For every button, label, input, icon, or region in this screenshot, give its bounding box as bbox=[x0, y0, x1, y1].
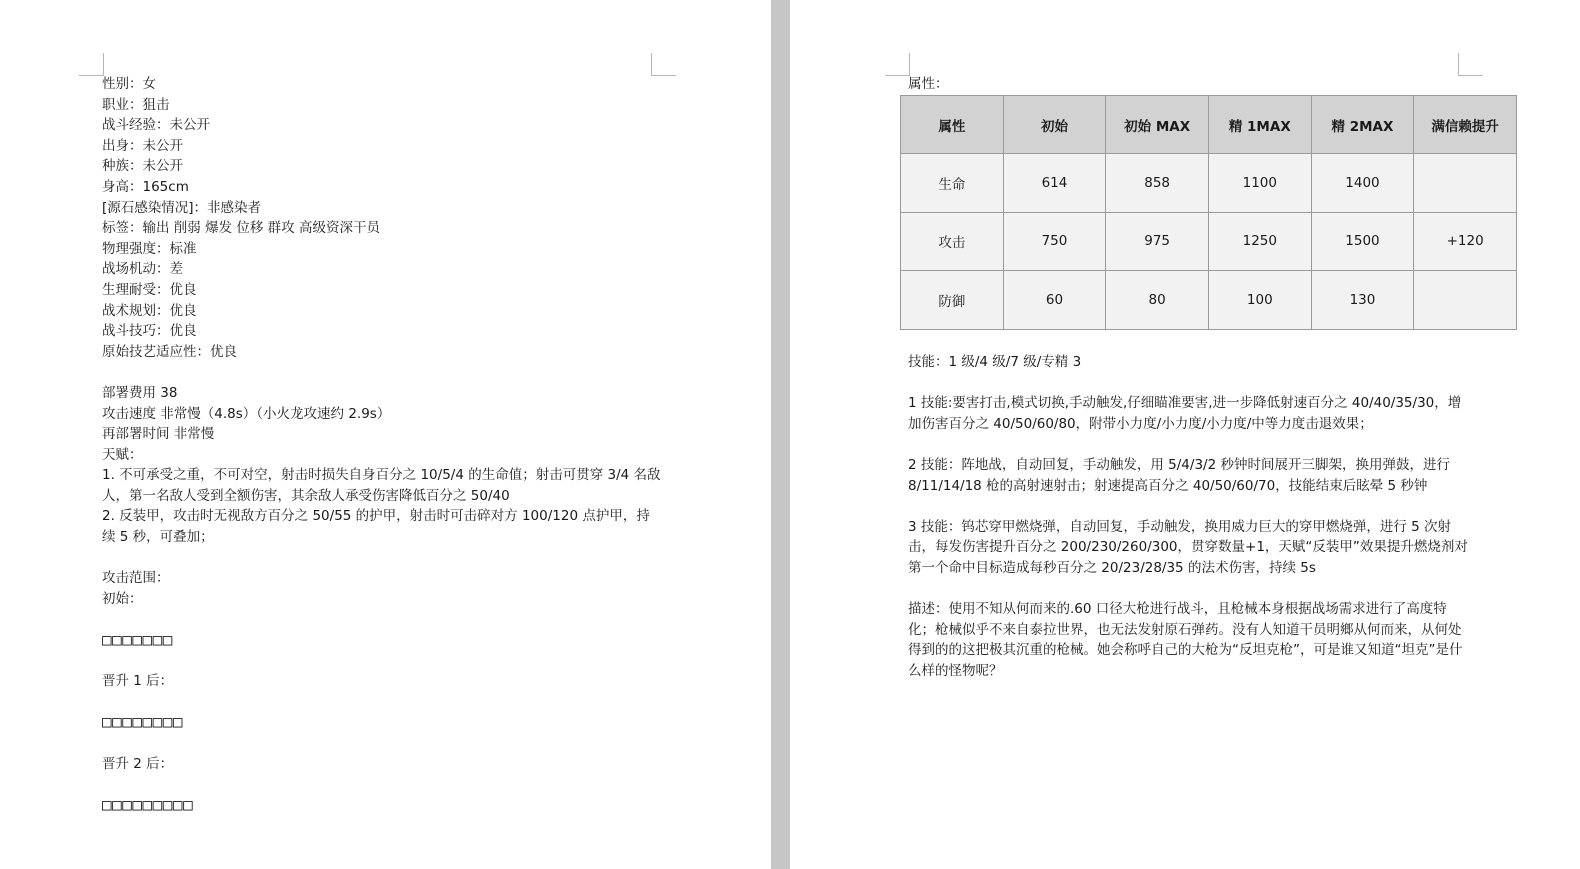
table-cell: 80 bbox=[1106, 271, 1209, 330]
profile-line: 性别：女 bbox=[102, 76, 156, 92]
talent-label: 天赋： bbox=[102, 446, 143, 463]
profile-line: 战场机动：差 bbox=[102, 261, 183, 278]
skill-3: 3 技能：钨芯穿甲燃烧弹，自动回复，手动触发，换用威力巨大的穿甲燃烧弹，进行 5 次射击，每发伤害提升百分之 200/230/260/300，贯穿数量+1，天赋“反装甲”效果提升燃烧剂对第一个命中目标造成每秒百分之 20/23/28/35 的法术伤害，持续 5s bbox=[908, 518, 1468, 576]
table-header-cell: 初始 bbox=[1003, 96, 1106, 154]
deploy-cost: 部署费用 38 bbox=[102, 384, 178, 401]
profile-line: 战术规划：优良 bbox=[102, 302, 197, 319]
table-cell: 1250 bbox=[1208, 212, 1311, 271]
corner-mark-top-left bbox=[885, 53, 910, 76]
profile-line: 生理耐受：优良 bbox=[102, 281, 197, 298]
left-page-body bbox=[102, 74, 662, 815]
profile-line: 职业：狙击 bbox=[102, 96, 170, 113]
table-cell: 攻击 bbox=[901, 212, 1004, 271]
table-row bbox=[901, 154, 1517, 213]
description: 描述：使用不知从何而来的.60 口径大枪进行战斗，且枪械本身根据战场需求进行了高度特化；枪械似乎不来自泰拉世界，也无法发射原石弹药。没有人知道干员明鄉从何而来，从何处得到的的这把极其沉重的枪械。她会称呼自己的大枪为“反坦克枪”，可是谁又知道“坦克”是什么样的怪物呢？ bbox=[908, 601, 1463, 679]
table-cell: 750 bbox=[1003, 212, 1106, 271]
table-row bbox=[901, 271, 1517, 330]
range-e2-label: 晋升 2 后： bbox=[102, 755, 174, 772]
profile-line: 物理强度：标准 bbox=[102, 240, 197, 257]
profile-line: [源石感染情况]：非感染者 bbox=[102, 199, 262, 216]
table-cell: 858 bbox=[1106, 154, 1209, 213]
range-initial-label: 初始： bbox=[102, 590, 143, 607]
profile-line: 战斗技巧：优良 bbox=[102, 323, 197, 340]
range-e1-label: 晋升 1 后： bbox=[102, 673, 174, 690]
table-cell: 防御 bbox=[901, 271, 1004, 330]
corner-mark-top-right bbox=[1458, 53, 1483, 76]
table-cell: 1400 bbox=[1311, 154, 1414, 213]
table-header-row bbox=[901, 96, 1517, 154]
profile-line: 出身：未公开 bbox=[102, 137, 183, 154]
table-cell bbox=[1414, 154, 1517, 213]
table-cell: 1100 bbox=[1208, 154, 1311, 213]
attr-label: 属性： bbox=[908, 76, 949, 92]
range-initial-grid: □□□□□□□ bbox=[102, 630, 173, 650]
corner-mark-top-left bbox=[79, 53, 104, 76]
profile-line: 身高：165cm bbox=[102, 178, 189, 195]
redeploy-time: 再部署时间 非常慢 bbox=[102, 426, 215, 443]
talent-2: 2. 反装甲，攻击时无视敌方百分之 50/55 的护甲，射击时可击碎对方 100/120 点护甲，持续 5 秒，可叠加； bbox=[102, 508, 650, 546]
profile-line: 战斗经验：未公开 bbox=[102, 117, 210, 134]
page-gutter bbox=[771, 0, 790, 869]
corner-mark-top-right bbox=[651, 53, 676, 76]
skill-levels: 技能：1 级/4 级/7 级/专精 3 bbox=[908, 354, 1082, 370]
right-page-body bbox=[908, 352, 1470, 682]
table-cell: 1500 bbox=[1311, 212, 1414, 271]
table-cell: 614 bbox=[1003, 154, 1106, 213]
talent-1: 1. 不可承受之重，不可对空，射击时损失自身百分之 10/5/4 的生命值；射击可贯穿 3/4 名敌人，第一名敌人受到全额伤害，其余敌人承受伤害降低百分之 50/40 bbox=[102, 467, 661, 504]
attack-speed: 攻击速度 非常慢（4.8s）（小火龙攻速约 2.9s） bbox=[102, 405, 391, 422]
range-e1-grid: □□□□□□□□ bbox=[102, 712, 184, 732]
profile-line: 标签：输出 削弱 爆发 位移 群攻 高级资深干员 bbox=[102, 220, 380, 237]
right-page-header bbox=[908, 74, 1468, 95]
table-cell: 60 bbox=[1003, 271, 1106, 330]
table-cell: 130 bbox=[1311, 271, 1414, 330]
skill-1: 1 技能:要害打击,模式切换,手动触发,仔细瞄准要害,进一步降低射速百分之 40/40/35/30，增加伤害百分之 40/50/60/80，附带小力度/小力度/小力度/中等力度击退效果； bbox=[908, 395, 1462, 432]
profile-line: 种族：未公开 bbox=[102, 158, 183, 175]
table-header-cell: 初始 MAX bbox=[1106, 96, 1209, 154]
table-row bbox=[901, 212, 1517, 271]
table-cell bbox=[1414, 271, 1517, 330]
skill-2: 2 技能：阵地战，自动回复，手动触发，用 5/4/3/2 秒钟时间展开三脚架，换用弹鼓，进行 8/11/14/18 枪的高射速射击；射速提高百分之 40/50/60/70，技能结束后眩晕 5 秒钟 bbox=[908, 456, 1450, 494]
attribute-table bbox=[900, 95, 1517, 330]
table-header-cell: 精 1MAX bbox=[1208, 96, 1311, 154]
table-cell: +120 bbox=[1414, 212, 1517, 271]
range-e2-grid: □□□□□□□□□ bbox=[102, 794, 194, 814]
table-header-cell: 满信赖提升 bbox=[1414, 96, 1517, 154]
profile-line: 原始技艺适应性：优良 bbox=[102, 343, 237, 360]
table-header-cell: 属性 bbox=[901, 96, 1004, 154]
table-cell: 生命 bbox=[901, 154, 1004, 213]
table-cell: 100 bbox=[1208, 271, 1311, 330]
table-cell: 975 bbox=[1106, 212, 1209, 271]
range-label: 攻击范围： bbox=[102, 570, 170, 587]
table-header-cell: 精 2MAX bbox=[1311, 96, 1414, 154]
